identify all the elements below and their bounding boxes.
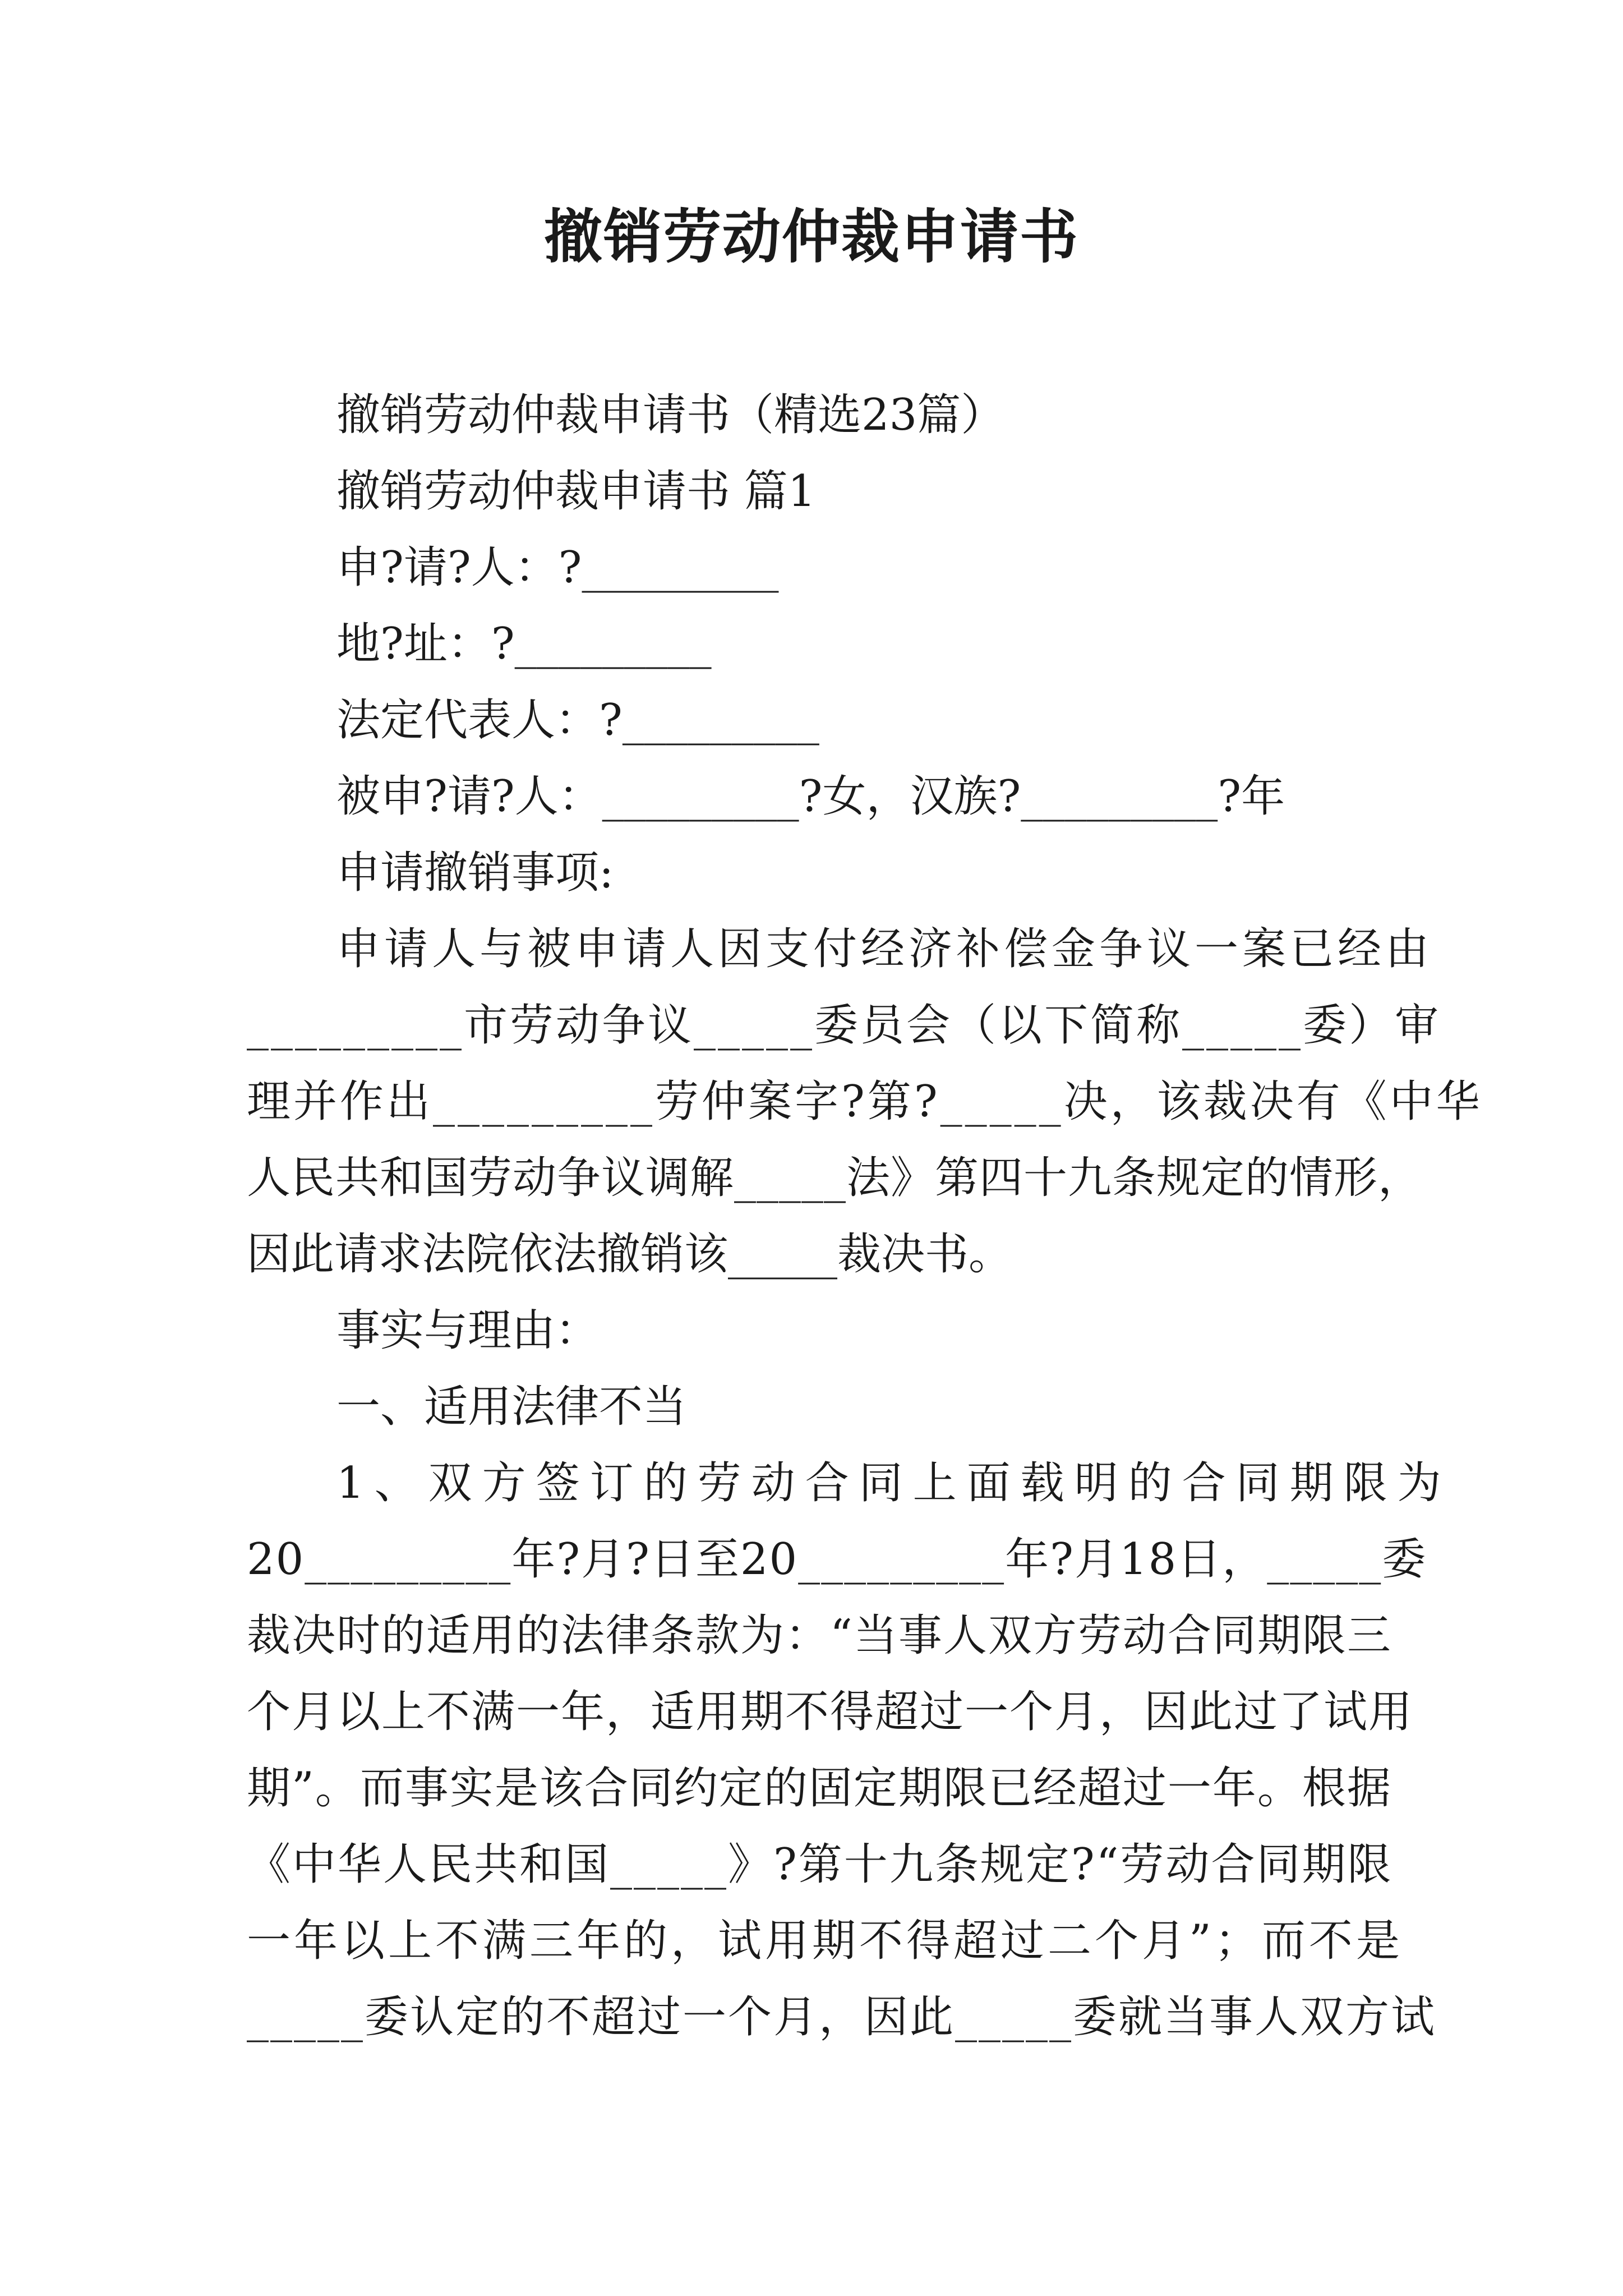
- legal-representative-field: 法定代表人：?_________: [336, 695, 819, 746]
- paragraph-line: _____委认定的不超过一个月，因此_____委就当事人双方试: [247, 1992, 1437, 2042]
- facts-reasons-heading: 事实与理由：: [336, 1305, 600, 1356]
- point-heading: 一、适用法律不当: [336, 1382, 687, 1432]
- respondent-field: 被申?请?人：_________?女，汉族?_________?年: [336, 771, 1285, 822]
- paragraph-line: 期”。而事实是该合同约定的固定期限已经超过一年。根据: [247, 1763, 1392, 1814]
- paragraph-line: 人民共和国劳动争议调解_____法》第四十九条规定的情形，: [247, 1153, 1423, 1203]
- section-heading: 撤销劳动仲裁申请书 篇1: [336, 466, 816, 517]
- paragraph-line: 裁决时的适用的法律条款为：“当事人双方劳动合同期限三: [247, 1611, 1392, 1661]
- subtitle-line: 撤销劳动仲裁申请书（精选23篇）: [336, 390, 1005, 440]
- revocation-items-heading: 申请撤销事项:: [336, 848, 614, 898]
- applicant-field: 申?请?人：?_________: [336, 542, 779, 593]
- address-field: 地?址：?_________: [336, 619, 712, 669]
- paragraph-line: 理并作出_________劳仲案字?第?_____决，该裁决有《中华: [247, 1076, 1483, 1127]
- paragraph-line: 1、双方签订的劳动合同上面载明的合同期限为: [336, 1458, 1451, 1508]
- paragraph-line: 因此请求法院依法撤销该_____裁决书。: [247, 1229, 1013, 1280]
- paragraph-line: 20_________年?月?日至20_________年?月18日，_____委: [247, 1534, 1427, 1585]
- paragraph-line: _________市劳动争议_____委员会（以下简称_____委）审: [247, 1000, 1441, 1051]
- paragraph-line: 一年以上不满三年的，试用期不得超过二个月”；而不是: [247, 1916, 1403, 1966]
- paragraph-line: 申请人与被申请人因支付经济补偿金争议一案已经由: [336, 924, 1433, 974]
- paragraph-line: 个月以上不满一年，适用期不得超过一个月，因此过了试用: [247, 1687, 1414, 1737]
- document-title: 撤销劳动仲裁申请书: [543, 202, 1079, 271]
- paragraph-line: 《中华人民共和国_____》?第十九条规定?“劳动合同期限: [247, 1839, 1393, 1890]
